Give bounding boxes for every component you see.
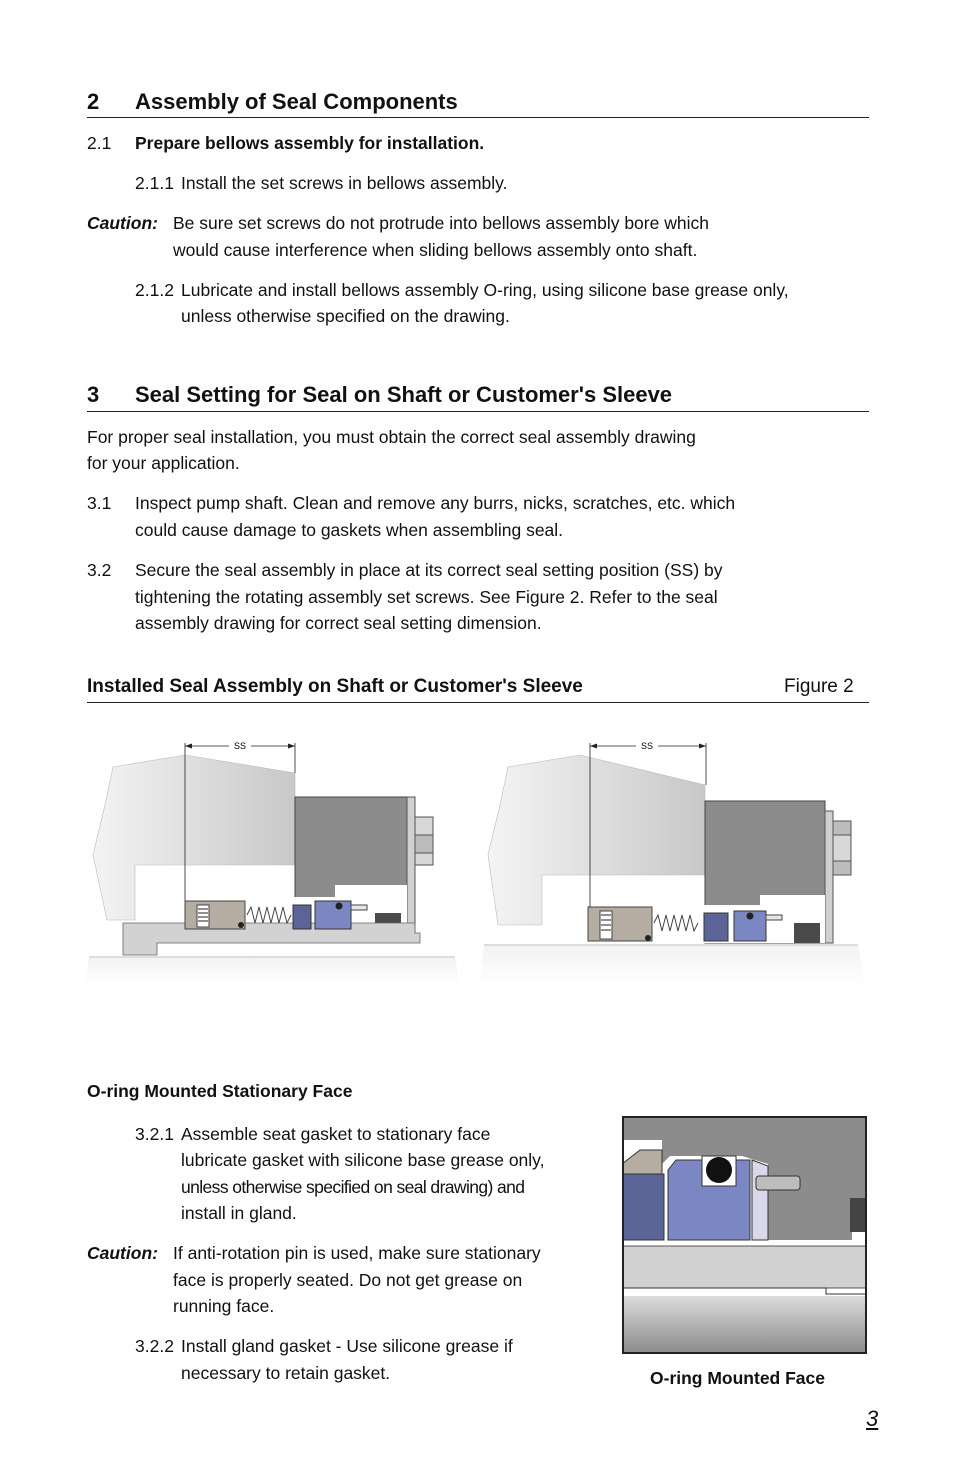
carbon-face [293,905,311,929]
step-3-2-1-line-4: install in gland. [181,1203,297,1223]
caution-1-line-2: would cause interference when sliding bellows assembly onto shaft. [173,240,698,260]
seat-gasket [850,1198,867,1232]
section-2-number: 2 [87,89,100,114]
shaft [480,945,865,985]
oring-figure-caption: O-ring Mounted Face [650,1368,825,1388]
section-2-title: Assembly of Seal Components [135,89,458,114]
step-2-1-number: 2.1 [87,133,112,153]
shaft [622,1296,867,1354]
step-2-1-2-line-1: Lubricate and install bellows assembly O-ring, using silicone base grease only, [181,280,789,300]
seat-gasket [794,923,820,943]
step-2-1-text: Prepare bellows assembly for installation. [135,133,485,153]
page-number: 3 [866,1406,879,1431]
caution-2-label: Caution: [87,1243,158,1263]
step-3-2-2-number: 3.2.2 [135,1336,174,1356]
rotating-face [622,1174,664,1240]
step-3-2-line-1: Secure the seal assembly in place at its correct seal setting position (SS) by [135,560,723,580]
step-3-2-2-line-2: necessary to retain gasket. [181,1363,391,1383]
step-3-2-1-line-2: lubricate gasket with silicone base grease only, [181,1150,545,1170]
step-2-1-1-text: Install the set screws in bellows assembly. [181,173,508,193]
ss-label-left: SS [233,741,247,751]
section-2-rule [87,117,869,118]
step-3-2-line-2: tightening the rotating assembly set screws. See Figure 2. Refer to the seal [135,587,718,607]
pump-housing [93,755,295,920]
figure-2-title: Installed Seal Assembly on Shaft or Customer's Sleeve [87,676,583,697]
step-3-2-1-line-1: Assemble seat gasket to stationary face [181,1124,491,1144]
section-3-title: Seal Setting for Seal on Shaft or Customer's Sleeve [135,382,673,407]
o-ring [706,1157,732,1183]
section-3-rule [87,411,869,412]
step-3-1-line-2: could cause damage to gaskets when assembling seal. [135,520,564,540]
shaft [85,957,460,985]
step-3-2-1-number: 3.2.1 [135,1124,174,1144]
caution-2-line-2: face is properly seated. Do not get grease on [173,1270,523,1290]
gland-nut [415,817,433,835]
anti-rotation-pin [756,1176,800,1190]
figure-2-label: Figure 2 [784,676,854,697]
caution-1-line-1: Be sure set screws do not protrude into bellows assembly bore which [173,213,709,233]
step-3-2-1-line-3: unless otherwise specified on seal drawing) and [181,1177,525,1197]
carbon-face [704,913,728,941]
caution-2-line-1: If anti-rotation pin is used, make sure stationary [173,1243,541,1263]
caution-2-line-3: running face. [173,1296,275,1316]
gland-nut [833,821,851,835]
rotating-collar [185,901,245,929]
seal-drawing-left [85,735,460,985]
step-3-2-number: 3.2 [87,560,112,580]
shaft-sleeve [123,923,420,955]
section-3-number: 3 [87,382,100,407]
step-2-1-2-line-2: unless otherwise specified on the drawing. [181,306,510,326]
step-2-1-2-number: 2.1.2 [135,280,174,300]
pump-housing [488,755,705,925]
caution-1-label: Caution: [87,213,158,233]
oring-heading: O-ring Mounted Stationary Face [87,1081,353,1101]
step-2-1-1-number: 2.1.1 [135,173,174,193]
section-3-intro-line-1: For proper seal installation, you must obtain the correct seal assembly drawing [87,427,696,447]
ss-label-right: SS [640,741,654,751]
section-3-intro-line-2: for your application. [87,453,240,473]
oring-mounted-face-drawing [622,1116,867,1354]
rotating-collar [588,907,652,941]
figure-2-rule [87,702,869,703]
step-3-2-2-line-1: Install gland gasket - Use silicone grease if [181,1336,513,1356]
step-3-1-line-1: Inspect pump shaft. Clean and remove any burrs, nicks, scratches, etc. which [135,493,736,513]
step-3-1-number: 3.1 [87,493,112,513]
stationary-face [315,901,351,929]
shaft-sleeve [622,1246,867,1288]
seal-drawing-right [480,735,865,985]
step-3-2-line-3: assembly drawing for correct seal setting dimension. [135,613,542,633]
